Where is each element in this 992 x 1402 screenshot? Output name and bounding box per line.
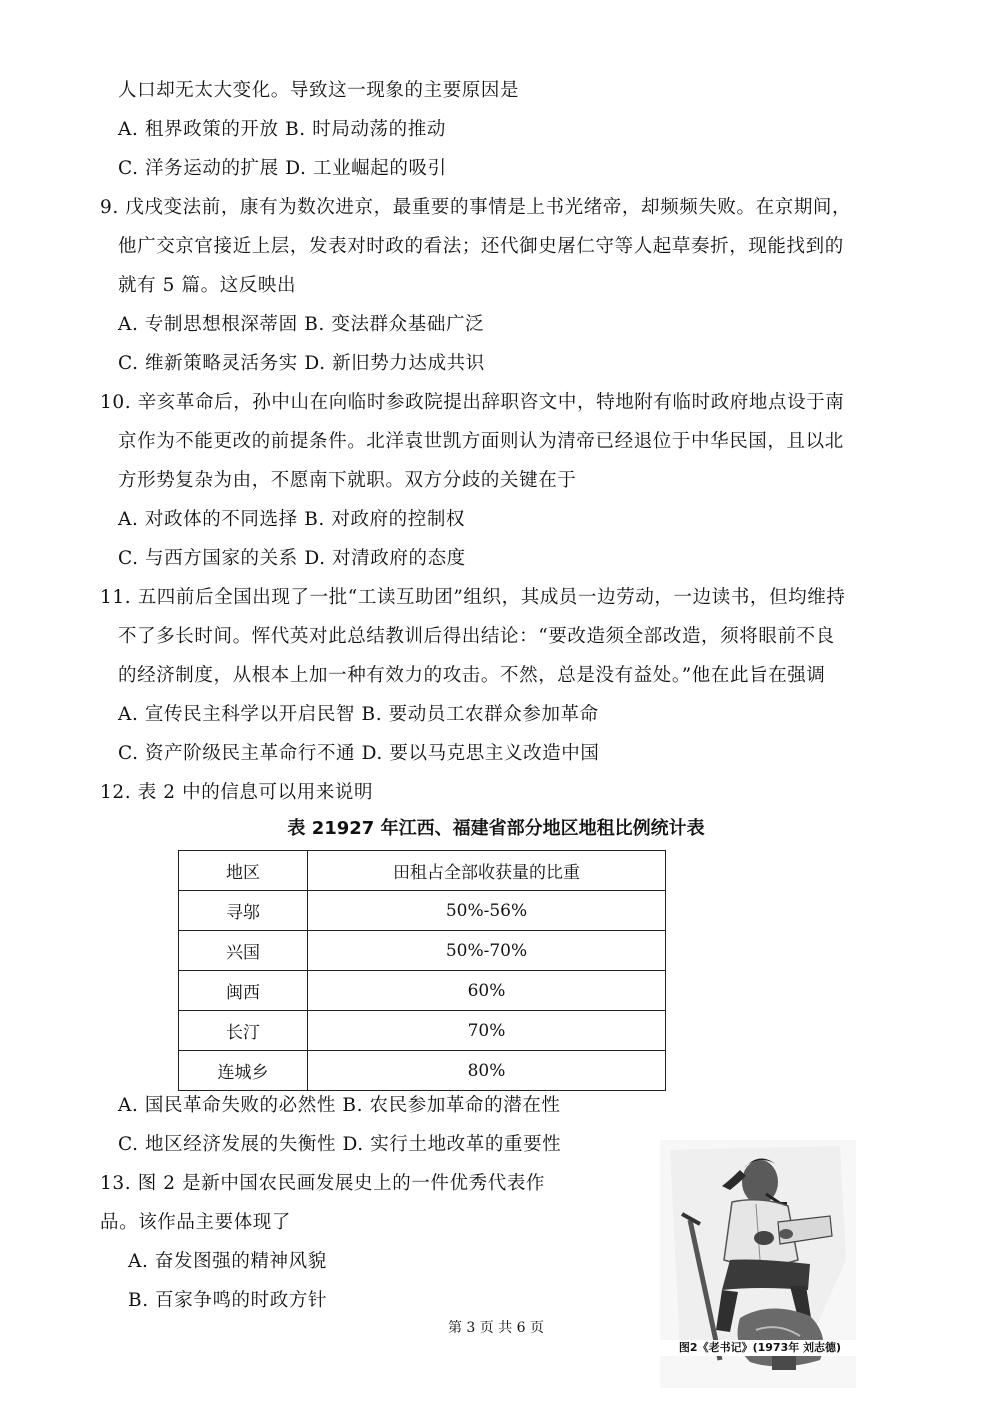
question-13-option-a: A. 奋发图强的精神风貌 bbox=[128, 1251, 327, 1272]
table-cell-region: 寻邬 bbox=[179, 891, 308, 931]
table-row bbox=[179, 1011, 666, 1051]
question-8-stem-end: 人口却无太大变化。导致这一现象的主要原因是 bbox=[118, 80, 520, 101]
question-11-options-cd: C. 资产阶级民主革命行不通 D. 要以马克思主义改造中国 bbox=[118, 743, 600, 764]
table-header-row bbox=[179, 851, 666, 891]
question-10-options-ab: A. 对政体的不同选择 B. 对政府的控制权 bbox=[118, 509, 466, 530]
table-cell-ratio: 60% bbox=[308, 971, 666, 1011]
question-13-stem-line-2: 品。该作品主要体现了 bbox=[100, 1212, 292, 1233]
question-10-stem-line-2: 京作为不能更改的前提条件。北洋袁世凯方面则认为清帝已经退位于中华民国，且以北 bbox=[118, 431, 844, 452]
table-header-region: 地区 bbox=[179, 851, 308, 891]
question-8-options-cd: C. 洋务运动的扩展 D. 工业崛起的吸引 bbox=[118, 158, 447, 179]
table-row bbox=[179, 971, 666, 1011]
table-cell-region: 兴国 bbox=[179, 931, 308, 971]
table-cell-ratio: 70% bbox=[308, 1011, 666, 1051]
question-10-stem-line-3: 方形势复杂为由，不愿南下就职。双方分歧的关键在于 bbox=[118, 470, 577, 491]
question-10-stem-line-1: 10. 辛亥革命后，孙中山在向临时参政院提出辞职咨文中，特地附有临时政府地点设于南 bbox=[100, 392, 845, 413]
page-footer: 第 3 页 共 6 页 bbox=[447, 1320, 545, 1336]
table-title: 表 21927 年江西、福建省部分地区地租比例统计表 bbox=[287, 818, 705, 839]
question-11-options-ab: A. 宣传民主科学以开启民智 B. 要动员工农群众参加革命 bbox=[118, 704, 599, 725]
question-12-options-ab: A. 国民革命失败的必然性 B. 农民参加革命的潜在性 bbox=[118, 1095, 561, 1116]
figure-caption: 图2《老书记》(1973年 刘志德) bbox=[660, 1340, 860, 1356]
question-13-stem-line-1: 13. 图 2 是新中国农民画发展史上的一件优秀代表作 bbox=[100, 1173, 546, 1194]
table-cell-region: 闽西 bbox=[179, 971, 308, 1011]
question-12-stem: 12. 表 2 中的信息可以用来说明 bbox=[100, 782, 374, 803]
question-9-stem-line-3: 就有 5 篇。这反映出 bbox=[118, 275, 297, 296]
table-header-rent-ratio: 田租占全部收获量的比重 bbox=[308, 851, 666, 891]
question-11-stem-line-3: 的经济制度，从根本上加一种有效力的攻击。不然，总是没有益处。”他在此旨在强调 bbox=[118, 665, 826, 686]
question-12-options-cd: C. 地区经济发展的失衡性 D. 实行土地改革的重要性 bbox=[118, 1134, 562, 1155]
table-row bbox=[179, 891, 666, 931]
question-9-options-ab: A. 专制思想根深蒂固 B. 变法群众基础广泛 bbox=[118, 314, 485, 335]
question-11-stem-line-1: 11. 五四前后全国出现了一批“工读互助团”组织，其成员一边劳动，一边读书，但均维持 bbox=[100, 587, 846, 608]
land-rent-table bbox=[178, 850, 666, 1091]
question-13-option-b: B. 百家争鸣的时政方针 bbox=[128, 1290, 328, 1311]
question-11-stem-line-2: 不了多长时间。恽代英对此总结教训后得出结论：“要改造须全部改造，须将眼前不良 bbox=[118, 626, 835, 647]
table-row bbox=[179, 931, 666, 971]
question-9-options-cd: C. 维新策略灵活务实 D. 新旧势力达成共识 bbox=[118, 353, 485, 374]
table-row bbox=[179, 1051, 666, 1091]
table-cell-region: 长汀 bbox=[179, 1011, 308, 1051]
question-9-stem-line-1: 9. 戊戌变法前，康有为数次进京，最重要的事情是上书光绪帝，却频频失败。在京期间， bbox=[100, 197, 852, 218]
table-cell-ratio: 50%-70% bbox=[308, 931, 666, 971]
question-8-options-ab: A. 租界政策的开放 B. 时局动荡的推动 bbox=[118, 119, 446, 140]
question-9-stem-line-2: 他广交京官接近上层，发表对时政的看法；还代御史屠仁守等人起草奏折，现能找到的 bbox=[118, 236, 844, 257]
question-10-options-cd: C. 与西方国家的关系 D. 对清政府的态度 bbox=[118, 548, 466, 569]
table-cell-region: 连城乡 bbox=[179, 1051, 308, 1091]
table-cell-ratio: 50%-56% bbox=[308, 891, 666, 931]
table-cell-ratio: 80% bbox=[308, 1051, 666, 1091]
